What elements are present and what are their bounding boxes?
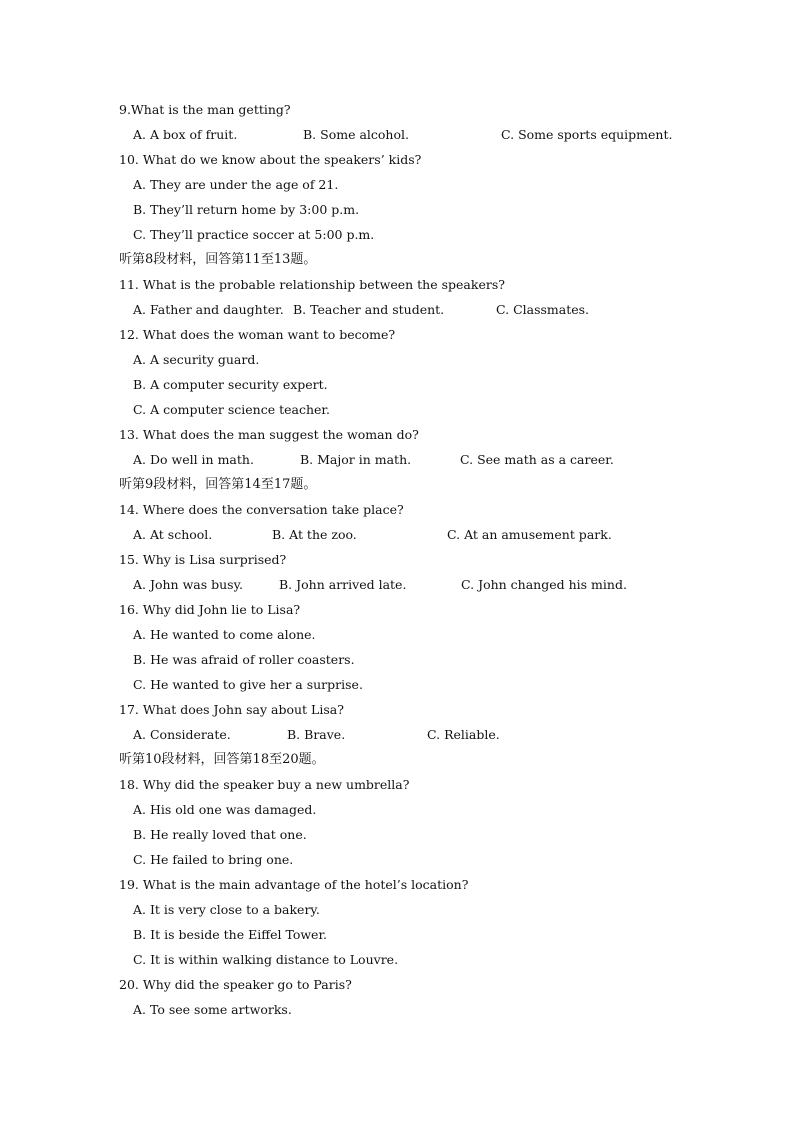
option-a: A. Do well in math. — [133, 452, 254, 467]
question-15: 15. Why is Lisa surprised? — [119, 552, 287, 567]
options-row-9 — [119, 122, 734, 147]
option-a: A. To see some artworks. — [133, 1002, 292, 1017]
option-a: A. At school. — [133, 527, 213, 542]
option-b: B. Teacher and student. — [293, 302, 445, 317]
option-c: C. Some sports equipment. — [501, 127, 673, 142]
option-b: B. A computer security expert. — [133, 377, 328, 392]
question-13: 13. What does the man suggest the woman do? — [119, 427, 419, 442]
option-c: C. A computer science teacher. — [133, 402, 330, 417]
option-a: A. He wanted to come alone. — [133, 627, 316, 642]
option-a: A. A box of fruit. — [133, 127, 238, 142]
question-17: 17. What does John say about Lisa? — [119, 702, 344, 717]
question-16: 16. Why did John lie to Lisa? — [119, 602, 301, 617]
option-b: B. At the zoo. — [272, 527, 357, 542]
options-row-13 — [119, 447, 734, 472]
option-b: B. Major in math. — [300, 452, 412, 467]
option-b: B. Brave. — [287, 727, 346, 742]
option-c: C. Reliable. — [427, 727, 500, 742]
question-12: 12. What does the woman want to become? — [119, 327, 396, 342]
option-c: C. At an amusement park. — [447, 527, 612, 542]
option-c: C. See math as a career. — [460, 452, 614, 467]
option-c: C. He wanted to give her a surprise. — [133, 677, 363, 692]
option-b: B. He was afraid of roller coasters. — [133, 652, 355, 667]
options-row-14 — [119, 522, 734, 547]
option-b: B. John arrived late. — [279, 577, 407, 592]
question-19: 19. What is the main advantage of the hotel’s location? — [119, 877, 469, 892]
question-9: 9.What is the man getting? — [119, 102, 291, 117]
option-c: C. He failed to bring one. — [133, 852, 294, 867]
options-row-11 — [119, 297, 734, 322]
options-row-17 — [119, 722, 734, 747]
option-b: B. He really loved that one. — [133, 827, 307, 842]
option-b: B. It is beside the Eiffel Tower. — [133, 927, 328, 942]
listening-questions — [119, 97, 734, 1022]
option-a: A. Father and daughter. — [133, 302, 284, 317]
option-b: B. Some alcohol. — [303, 127, 409, 142]
question-11: 11. What is the probable relationship between the speakers? — [119, 277, 505, 292]
option-a: A. John was busy. — [133, 577, 243, 592]
question-14: 14. Where does the conversation take place? — [119, 502, 404, 517]
question-10: 10. What do we know about the speakers’ kids? — [119, 152, 422, 167]
option-c: C. It is within walking distance to Louvre. — [133, 952, 399, 967]
option-c: C. John changed his mind. — [461, 577, 627, 592]
section-heading-10: 听第10段材料，回答第18至20题。 — [119, 752, 325, 767]
option-a: A. Considerate. — [133, 727, 231, 742]
option-a: A. It is very close to a bakery. — [133, 902, 320, 917]
option-a: A. A security guard. — [133, 352, 260, 367]
question-18: 18. Why did the speaker buy a new umbrella? — [119, 777, 410, 792]
section-heading-8: 听第8段材料，回答第11至13题。 — [119, 252, 317, 267]
option-c: C. Classmates. — [496, 302, 590, 317]
section-heading-9: 听第9段材料，回答第14至17题。 — [119, 477, 317, 492]
options-row-15 — [119, 572, 734, 597]
option-a: A. They are under the age of 21. — [133, 177, 339, 192]
option-a: A. His old one was damaged. — [133, 802, 317, 817]
option-c: C. They’ll practice soccer at 5:00 p.m. — [133, 227, 375, 242]
question-20: 20. Why did the speaker go to Paris? — [119, 977, 352, 992]
option-b: B. They’ll return home by 3:00 p.m. — [133, 202, 360, 217]
